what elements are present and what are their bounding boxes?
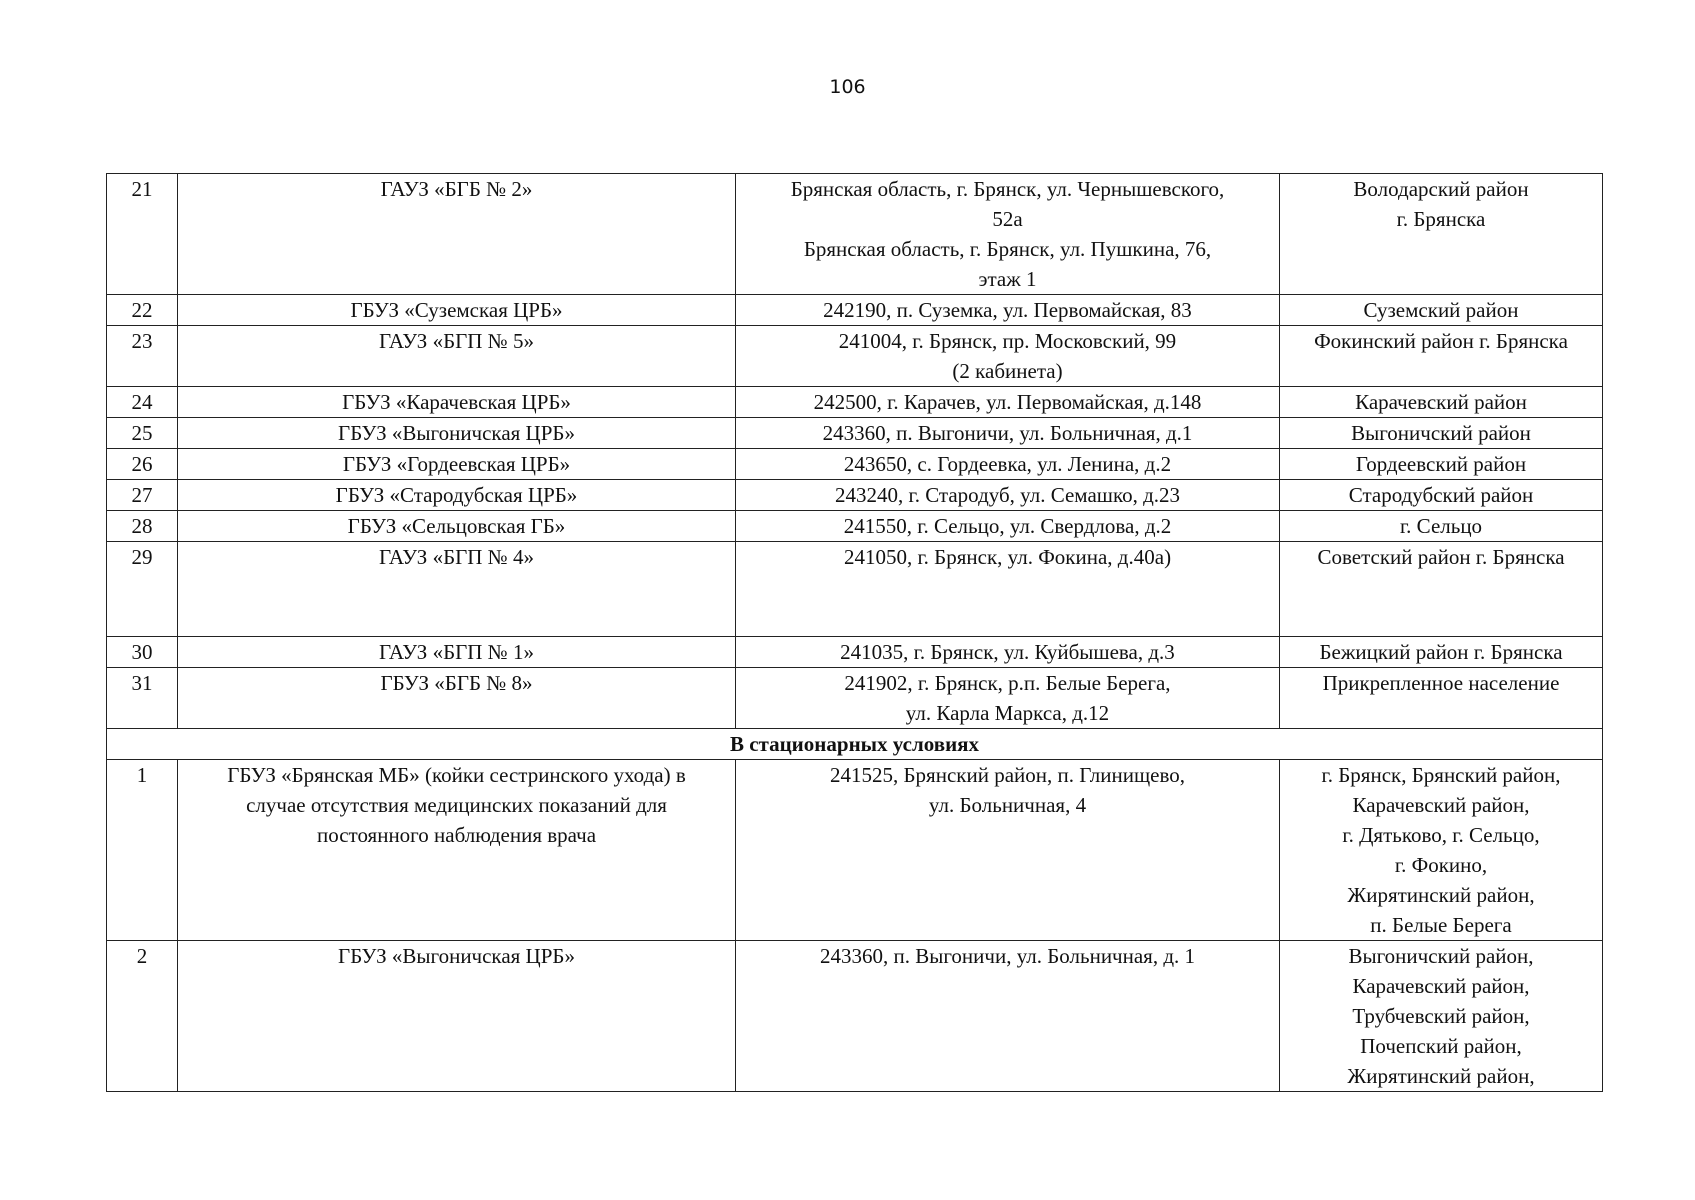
section-header-row bbox=[107, 729, 1603, 760]
organization-name: ГБУЗ «Гордеевская ЦРБ» bbox=[178, 449, 736, 480]
district: г. Брянск, Брянский район, Карачевский район, г. Дятьково, г. Сельцо, г. Фокино, Жирятинский район, п. Белые Берега bbox=[1280, 760, 1603, 941]
row-number: 29 bbox=[107, 542, 178, 637]
address: 241525, Брянский район, п. Глинищево, ул. Больничная, 4 bbox=[736, 760, 1280, 941]
organization-name: ГАУЗ «БГБ № 2» bbox=[178, 174, 736, 295]
district: Выгоничский район bbox=[1280, 418, 1603, 449]
table-row bbox=[107, 480, 1603, 511]
address: 243360, п. Выгоничи, ул. Больничная, д.1 bbox=[736, 418, 1280, 449]
address: 243650, с. Гордеевка, ул. Ленина, д.2 bbox=[736, 449, 1280, 480]
row-number: 24 bbox=[107, 387, 178, 418]
table-row bbox=[107, 760, 1603, 941]
row-number: 30 bbox=[107, 637, 178, 668]
organization-name: ГБУЗ «Стародубская ЦРБ» bbox=[178, 480, 736, 511]
organization-name: ГБУЗ «Выгоничская ЦРБ» bbox=[178, 941, 736, 1092]
organization-name: ГБУЗ «Брянская МБ» (койки сестринского ухода) в случае отсутствия медицинских показаний для постоянного наблюдения врача bbox=[178, 760, 736, 941]
row-number: 1 bbox=[107, 760, 178, 941]
row-number: 27 bbox=[107, 480, 178, 511]
district: Советский район г. Брянска bbox=[1280, 542, 1603, 637]
address: Брянская область, г. Брянск, ул. Чернышевского, 52а Брянская область, г. Брянск, ул. Пушкина, 76, этаж 1 bbox=[736, 174, 1280, 295]
address: 241050, г. Брянск, ул. Фокина, д.40а) bbox=[736, 542, 1280, 637]
organization-name: ГБУЗ «Карачевская ЦРБ» bbox=[178, 387, 736, 418]
address: 243360, п. Выгоничи, ул. Больничная, д. 1 bbox=[736, 941, 1280, 1092]
address: 243240, г. Стародуб, ул. Семашко, д.23 bbox=[736, 480, 1280, 511]
row-number: 21 bbox=[107, 174, 178, 295]
table-row bbox=[107, 387, 1603, 418]
table-row bbox=[107, 449, 1603, 480]
row-number: 22 bbox=[107, 295, 178, 326]
table-row bbox=[107, 941, 1603, 1092]
table-row bbox=[107, 418, 1603, 449]
organization-name: ГБУЗ «Выгоничская ЦРБ» bbox=[178, 418, 736, 449]
row-number: 25 bbox=[107, 418, 178, 449]
table-row bbox=[107, 326, 1603, 387]
organization-name: ГАУЗ «БГП № 1» bbox=[178, 637, 736, 668]
district: Выгоничский район, Карачевский район, Трубчевский район, Почепский район, Жирятинский район, bbox=[1280, 941, 1603, 1092]
address: 241004, г. Брянск, пр. Московский, 99 (2 кабинета) bbox=[736, 326, 1280, 387]
district: Фокинский район г. Брянска bbox=[1280, 326, 1603, 387]
address: 242500, г. Карачев, ул. Первомайская, д.148 bbox=[736, 387, 1280, 418]
organization-name: ГБУЗ «Суземская ЦРБ» bbox=[178, 295, 736, 326]
table-row bbox=[107, 637, 1603, 668]
district: Суземский район bbox=[1280, 295, 1603, 326]
address: 241550, г. Сельцо, ул. Свердлова, д.2 bbox=[736, 511, 1280, 542]
district: Прикрепленное население bbox=[1280, 668, 1603, 729]
district: Стародубский район bbox=[1280, 480, 1603, 511]
organization-name: ГАУЗ «БГП № 5» bbox=[178, 326, 736, 387]
row-number: 31 bbox=[107, 668, 178, 729]
district: Карачевский район bbox=[1280, 387, 1603, 418]
organization-name: ГАУЗ «БГП № 4» bbox=[178, 542, 736, 637]
table-row bbox=[107, 295, 1603, 326]
section-title: В стационарных условиях bbox=[107, 729, 1603, 760]
address: 241035, г. Брянск, ул. Куйбышева, д.3 bbox=[736, 637, 1280, 668]
page-number: 106 bbox=[829, 76, 866, 98]
row-number: 2 bbox=[107, 941, 178, 1092]
district: Володарский район г. Брянска bbox=[1280, 174, 1603, 295]
table-row bbox=[107, 174, 1603, 295]
address: 241902, г. Брянск, р.п. Белые Берега, ул. Карла Маркса, д.12 bbox=[736, 668, 1280, 729]
table-row bbox=[107, 542, 1603, 637]
table-row bbox=[107, 511, 1603, 542]
address: 242190, п. Суземка, ул. Первомайская, 83 bbox=[736, 295, 1280, 326]
institutions-table bbox=[106, 173, 1603, 1092]
organization-name: ГБУЗ «Сельцовская ГБ» bbox=[178, 511, 736, 542]
district: г. Сельцо bbox=[1280, 511, 1603, 542]
district: Бежицкий район г. Брянска bbox=[1280, 637, 1603, 668]
row-number: 28 bbox=[107, 511, 178, 542]
row-number: 23 bbox=[107, 326, 178, 387]
organization-name: ГБУЗ «БГБ № 8» bbox=[178, 668, 736, 729]
row-number: 26 bbox=[107, 449, 178, 480]
table-row bbox=[107, 668, 1603, 729]
district: Гордеевский район bbox=[1280, 449, 1603, 480]
